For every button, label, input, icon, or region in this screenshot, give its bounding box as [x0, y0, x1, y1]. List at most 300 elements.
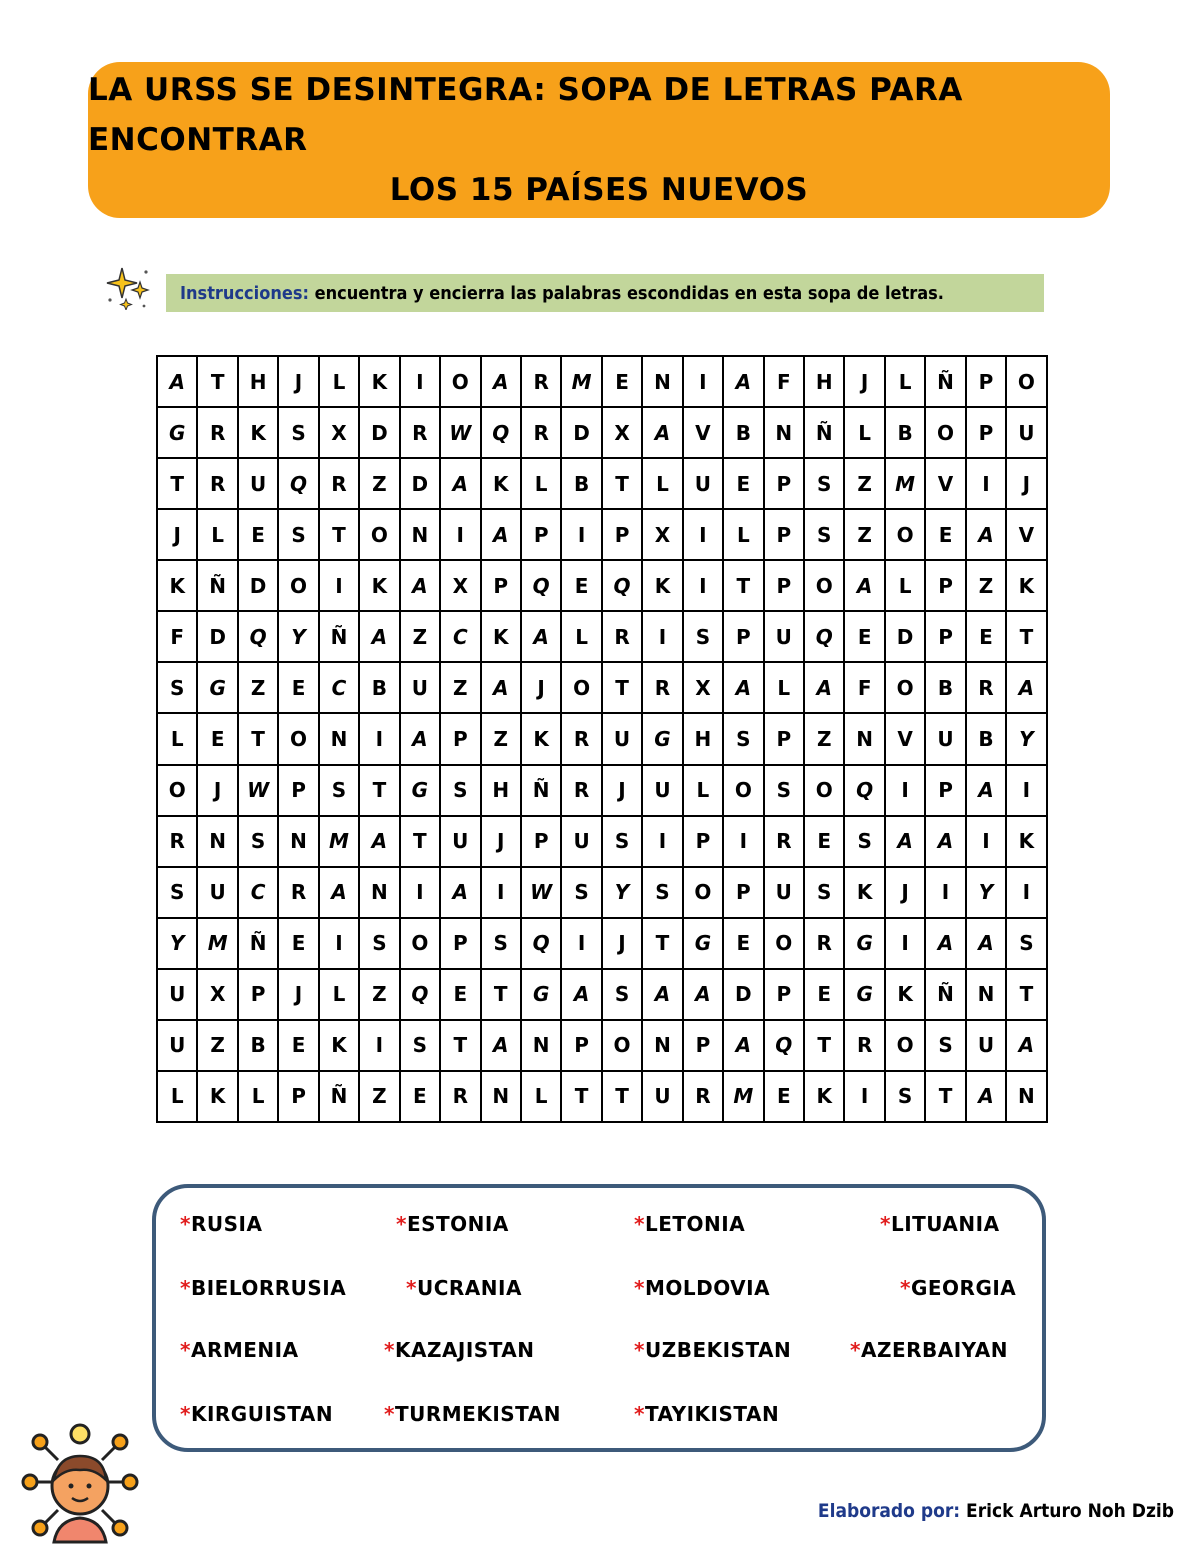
grid-cell: P [926, 612, 966, 663]
grid-cell: X [441, 561, 481, 612]
word-list-item [900, 1276, 1016, 1300]
grid-cell: P [724, 612, 764, 663]
grid-cell: Q [522, 561, 562, 612]
grid-cell: I [967, 459, 1007, 510]
grid-cell: T [926, 1072, 966, 1123]
grid-cell: P [239, 970, 279, 1021]
grid-cell: I [482, 868, 522, 919]
grid-cell: Q [765, 1021, 805, 1072]
grid-cell: U [643, 766, 683, 817]
grid-cell: Z [845, 510, 885, 561]
grid-cell: I [886, 766, 926, 817]
grid-cell: G [158, 408, 198, 459]
grid-cell: P [926, 766, 966, 817]
grid-cell: I [401, 357, 441, 408]
instructions-bar [166, 274, 1044, 312]
grid-cell: Z [239, 663, 279, 714]
grid-cell: E [724, 459, 764, 510]
grid-cell: Y [603, 868, 643, 919]
grid-cell: N [198, 817, 238, 868]
grid-cell: S [1007, 919, 1047, 970]
grid-cell: A [967, 510, 1007, 561]
grid-cell: T [158, 459, 198, 510]
grid-cell: T [603, 1072, 643, 1123]
grid-cell: P [765, 714, 805, 765]
grid-cell: X [198, 970, 238, 1021]
word-label: KAZAJISTAN [394, 1338, 535, 1362]
grid-cell: U [1007, 408, 1047, 459]
grid-cell: K [360, 561, 400, 612]
word-list-item [406, 1276, 522, 1300]
grid-cell: I [724, 817, 764, 868]
grid-cell: L [158, 714, 198, 765]
star-marker: * [396, 1212, 407, 1236]
word-label: UZBEKISTAN [644, 1338, 792, 1362]
grid-cell: P [522, 510, 562, 561]
grid-cell: K [198, 1072, 238, 1123]
word-label: GEORGIA [910, 1276, 1017, 1300]
grid-cell: V [886, 714, 926, 765]
grid-cell: S [805, 459, 845, 510]
grid-cell: A [482, 510, 522, 561]
grid-cell: E [441, 970, 481, 1021]
grid-cell: O [765, 919, 805, 970]
star-marker: * [880, 1212, 891, 1236]
grid-cell: Z [441, 663, 481, 714]
grid-cell: I [401, 868, 441, 919]
word-label: RUSIA [190, 1212, 263, 1236]
grid-cell: B [926, 663, 966, 714]
credit-author: Erick Arturo Noh Dzib [960, 1500, 1174, 1522]
grid-cell: A [926, 919, 966, 970]
grid-cell: M [562, 357, 602, 408]
credit-line [818, 1500, 1174, 1522]
grid-cell: A [482, 357, 522, 408]
grid-cell: P [926, 561, 966, 612]
star-marker: * [634, 1276, 645, 1300]
grid-cell: T [603, 663, 643, 714]
grid-cell: S [603, 970, 643, 1021]
grid-cell: E [239, 510, 279, 561]
grid-cell: R [198, 408, 238, 459]
grid-cell: A [643, 970, 683, 1021]
grid-cell: A [845, 561, 885, 612]
grid-cell: Q [603, 561, 643, 612]
grid-cell: S [765, 766, 805, 817]
grid-cell: R [643, 663, 683, 714]
grid-cell: P [967, 357, 1007, 408]
grid-cell: J [279, 357, 319, 408]
word-list-item [180, 1338, 299, 1362]
grid-cell: R [684, 1072, 724, 1123]
grid-cell: G [845, 919, 885, 970]
grid-cell: T [401, 817, 441, 868]
grid-cell: K [239, 408, 279, 459]
grid-cell: A [522, 612, 562, 663]
grid-cell: T [1007, 970, 1047, 1021]
grid-cell: T [441, 1021, 481, 1072]
grid-cell: G [198, 663, 238, 714]
grid-cell: P [967, 408, 1007, 459]
grid-cell: O [603, 1021, 643, 1072]
grid-cell: F [765, 357, 805, 408]
grid-cell: P [522, 817, 562, 868]
word-label: KIRGUISTAN [190, 1402, 334, 1426]
grid-cell: U [562, 817, 602, 868]
grid-cell: D [360, 408, 400, 459]
grid-cell: P [765, 459, 805, 510]
grid-cell: N [765, 408, 805, 459]
grid-cell: U [765, 868, 805, 919]
word-list-item [634, 1276, 770, 1300]
grid-cell: U [441, 817, 481, 868]
grid-cell: T [724, 561, 764, 612]
grid-cell: Ñ [320, 612, 360, 663]
grid-cell: R [765, 817, 805, 868]
grid-cell: E [845, 612, 885, 663]
word-label: TURMEKISTAN [394, 1402, 561, 1426]
grid-cell: K [845, 868, 885, 919]
grid-cell: Y [967, 868, 1007, 919]
grid-cell: H [684, 714, 724, 765]
star-marker: * [634, 1338, 645, 1362]
grid-cell: J [482, 817, 522, 868]
grid-cell: A [441, 868, 481, 919]
grid-cell: U [239, 459, 279, 510]
grid-cell: U [401, 663, 441, 714]
grid-cell: A [1007, 1021, 1047, 1072]
star-marker: * [900, 1276, 911, 1300]
grid-cell: O [158, 766, 198, 817]
grid-cell: Y [158, 919, 198, 970]
grid-cell: T [320, 510, 360, 561]
grid-cell: Ñ [320, 1072, 360, 1123]
grid-cell: Ñ [926, 357, 966, 408]
grid-cell: A [805, 663, 845, 714]
grid-cell: L [886, 357, 926, 408]
grid-cell: U [603, 714, 643, 765]
grid-cell: N [320, 714, 360, 765]
grid-cell: A [967, 919, 1007, 970]
grid-cell: O [279, 561, 319, 612]
grid-cell: X [684, 663, 724, 714]
grid-cell: D [724, 970, 764, 1021]
grid-cell: J [886, 868, 926, 919]
grid-cell: R [441, 1072, 481, 1123]
word-list-item [634, 1212, 745, 1236]
grid-cell: R [279, 868, 319, 919]
word-list-box [152, 1184, 1046, 1452]
grid-cell: K [482, 612, 522, 663]
grid-cell: B [360, 663, 400, 714]
grid-cell: V [684, 408, 724, 459]
grid-cell: I [1007, 766, 1047, 817]
grid-cell: Z [967, 561, 1007, 612]
grid-cell: M [198, 919, 238, 970]
grid-cell: K [1007, 817, 1047, 868]
grid-cell: L [198, 510, 238, 561]
title-banner [88, 62, 1110, 218]
grid-cell: I [1007, 868, 1047, 919]
grid-cell: T [198, 357, 238, 408]
grid-cell: L [886, 561, 926, 612]
grid-cell: S [158, 663, 198, 714]
grid-cell: Z [198, 1021, 238, 1072]
grid-cell: S [643, 868, 683, 919]
grid-cell: A [441, 459, 481, 510]
grid-cell: H [805, 357, 845, 408]
grid-cell: A [886, 817, 926, 868]
grid-cell: N [482, 1072, 522, 1123]
grid-cell: Z [360, 1072, 400, 1123]
star-marker: * [384, 1402, 395, 1426]
grid-cell: Q [239, 612, 279, 663]
grid-cell: L [239, 1072, 279, 1123]
grid-cell: I [845, 1072, 885, 1123]
star-marker: * [180, 1402, 191, 1426]
instructions-text [180, 283, 944, 304]
star-marker: * [180, 1338, 191, 1362]
grid-cell: T [239, 714, 279, 765]
word-label: LITUANIA [890, 1212, 1000, 1236]
grid-cell: O [886, 510, 926, 561]
grid-cell: T [482, 970, 522, 1021]
word-list-item [396, 1212, 509, 1236]
grid-cell: A [724, 663, 764, 714]
grid-cell: Ñ [805, 408, 845, 459]
grid-cell: L [522, 1072, 562, 1123]
grid-cell: U [643, 1072, 683, 1123]
grid-cell: K [805, 1072, 845, 1123]
grid-cell: T [603, 459, 643, 510]
grid-cell: S [482, 919, 522, 970]
star-marker: * [180, 1212, 191, 1236]
grid-cell: S [158, 868, 198, 919]
grid-cell: S [279, 408, 319, 459]
grid-cell: E [765, 1072, 805, 1123]
grid-cell: E [805, 970, 845, 1021]
star-marker: * [634, 1402, 645, 1426]
grid-cell: I [320, 919, 360, 970]
grid-cell: I [684, 357, 724, 408]
grid-cell: B [724, 408, 764, 459]
grid-cell: O [562, 663, 602, 714]
word-list-item [384, 1338, 535, 1362]
grid-cell: Q [805, 612, 845, 663]
grid-cell: J [1007, 459, 1047, 510]
grid-cell: O [724, 766, 764, 817]
grid-cell: V [926, 459, 966, 510]
grid-cell: D [239, 561, 279, 612]
grid-cell: Q [482, 408, 522, 459]
grid-cell: P [603, 510, 643, 561]
grid-cell: O [886, 1021, 926, 1072]
grid-cell: Z [805, 714, 845, 765]
grid-cell: P [279, 766, 319, 817]
grid-cell: Z [845, 459, 885, 510]
grid-cell: N [643, 357, 683, 408]
instructions-body: encuentra y encierra las palabras escondidas en esta sopa de letras. [308, 282, 944, 304]
word-label: AZERBAIYAN [860, 1338, 1008, 1362]
word-label: ESTONIA [406, 1212, 509, 1236]
grid-cell: U [198, 868, 238, 919]
grid-cell: O [279, 714, 319, 765]
grid-cell: R [562, 766, 602, 817]
grid-cell: U [765, 612, 805, 663]
instructions-label: Instrucciones: [180, 282, 309, 304]
grid-cell: E [198, 714, 238, 765]
grid-cell: C [441, 612, 481, 663]
word-list-item [634, 1402, 779, 1426]
title-line-1: LA URSS SE DESINTEGRA: SOPA DE LETRAS PARA ENCONTRAR [88, 72, 963, 158]
grid-cell: M [320, 817, 360, 868]
grid-cell: L [765, 663, 805, 714]
grid-cell: A [360, 817, 400, 868]
grid-cell: S [441, 766, 481, 817]
grid-cell: T [643, 919, 683, 970]
grid-cell: S [562, 868, 602, 919]
grid-cell: J [198, 766, 238, 817]
grid-cell: I [886, 919, 926, 970]
grid-cell: S [239, 817, 279, 868]
grid-cell: P [482, 561, 522, 612]
grid-cell: Q [522, 919, 562, 970]
grid-cell: E [401, 1072, 441, 1123]
word-label: ARMENIA [190, 1338, 299, 1362]
grid-cell: S [603, 817, 643, 868]
word-list-item [180, 1212, 262, 1236]
word-list-item [384, 1402, 561, 1426]
grid-cell: N [643, 1021, 683, 1072]
student-idea-icon [18, 1420, 142, 1544]
grid-cell: N [360, 868, 400, 919]
grid-cell: A [158, 357, 198, 408]
grid-cell: A [684, 970, 724, 1021]
grid-cell: W [239, 766, 279, 817]
star-marker: * [634, 1212, 645, 1236]
grid-cell: Ñ [522, 766, 562, 817]
word-label: UCRANIA [416, 1276, 522, 1300]
grid-cell: A [401, 714, 441, 765]
grid-cell: I [360, 714, 400, 765]
grid-cell: A [724, 357, 764, 408]
grid-cell: R [158, 817, 198, 868]
grid-cell: G [845, 970, 885, 1021]
grid-cell: G [401, 766, 441, 817]
grid-cell: Ñ [198, 561, 238, 612]
grid-cell: S [724, 714, 764, 765]
grid-cell: L [845, 408, 885, 459]
grid-cell: I [360, 1021, 400, 1072]
grid-cell: D [886, 612, 926, 663]
grid-cell: K [643, 561, 683, 612]
sparkle-icon [104, 266, 152, 310]
grid-cell: D [401, 459, 441, 510]
grid-cell: I [643, 817, 683, 868]
grid-cell: E [805, 817, 845, 868]
grid-cell: D [562, 408, 602, 459]
grid-cell: O [441, 357, 481, 408]
grid-cell: N [845, 714, 885, 765]
grid-cell: E [279, 663, 319, 714]
grid-cell: O [401, 919, 441, 970]
grid-cell: J [158, 510, 198, 561]
grid-cell: J [845, 357, 885, 408]
grid-cell: K [320, 1021, 360, 1072]
grid-cell: K [482, 459, 522, 510]
grid-cell: R [522, 408, 562, 459]
grid-cell: L [562, 612, 602, 663]
grid-cell: K [158, 561, 198, 612]
grid-cell: F [158, 612, 198, 663]
grid-cell: I [967, 817, 1007, 868]
grid-cell: B [886, 408, 926, 459]
grid-cell: P [724, 868, 764, 919]
grid-cell: S [684, 612, 724, 663]
grid-cell: R [845, 1021, 885, 1072]
grid-cell: S [360, 919, 400, 970]
grid-cell: T [1007, 612, 1047, 663]
grid-cell: E [279, 1021, 319, 1072]
grid-cell: Q [401, 970, 441, 1021]
grid-cell: J [603, 766, 643, 817]
grid-cell: K [522, 714, 562, 765]
grid-cell: A [562, 970, 602, 1021]
grid-cell: G [522, 970, 562, 1021]
word-list-item [850, 1338, 1008, 1362]
grid-cell: A [643, 408, 683, 459]
title-line-2: LOS 15 PAÍSES NUEVOS [389, 172, 809, 208]
grid-cell: X [320, 408, 360, 459]
grid-cell: V [1007, 510, 1047, 561]
grid-cell: J [279, 970, 319, 1021]
grid-cell: A [360, 612, 400, 663]
grid-cell: L [643, 459, 683, 510]
star-marker: * [406, 1276, 417, 1300]
grid-cell: N [1007, 1072, 1047, 1123]
grid-cell: C [320, 663, 360, 714]
grid-cell: P [441, 919, 481, 970]
grid-cell: U [926, 714, 966, 765]
grid-cell: Y [279, 612, 319, 663]
grid-cell: X [603, 408, 643, 459]
grid-cell: M [724, 1072, 764, 1123]
word-list-item [880, 1212, 1000, 1236]
grid-cell: A [320, 868, 360, 919]
grid-cell: O [684, 868, 724, 919]
grid-cell: A [967, 1072, 1007, 1123]
grid-cell: W [441, 408, 481, 459]
grid-cell: I [562, 919, 602, 970]
grid-cell: E [279, 919, 319, 970]
grid-cell: Q [845, 766, 885, 817]
grid-cell: L [684, 766, 724, 817]
grid-cell: O [1007, 357, 1047, 408]
grid-cell: Z [360, 970, 400, 1021]
grid-cell: U [684, 459, 724, 510]
grid-cell: L [522, 459, 562, 510]
grid-cell: S [805, 510, 845, 561]
grid-cell: P [684, 1021, 724, 1072]
grid-cell: N [279, 817, 319, 868]
grid-cell: S [845, 817, 885, 868]
grid-cell: R [603, 612, 643, 663]
grid-cell: E [562, 561, 602, 612]
grid-cell: M [886, 459, 926, 510]
grid-cell: P [562, 1021, 602, 1072]
grid-cell: R [805, 919, 845, 970]
grid-cell: E [603, 357, 643, 408]
